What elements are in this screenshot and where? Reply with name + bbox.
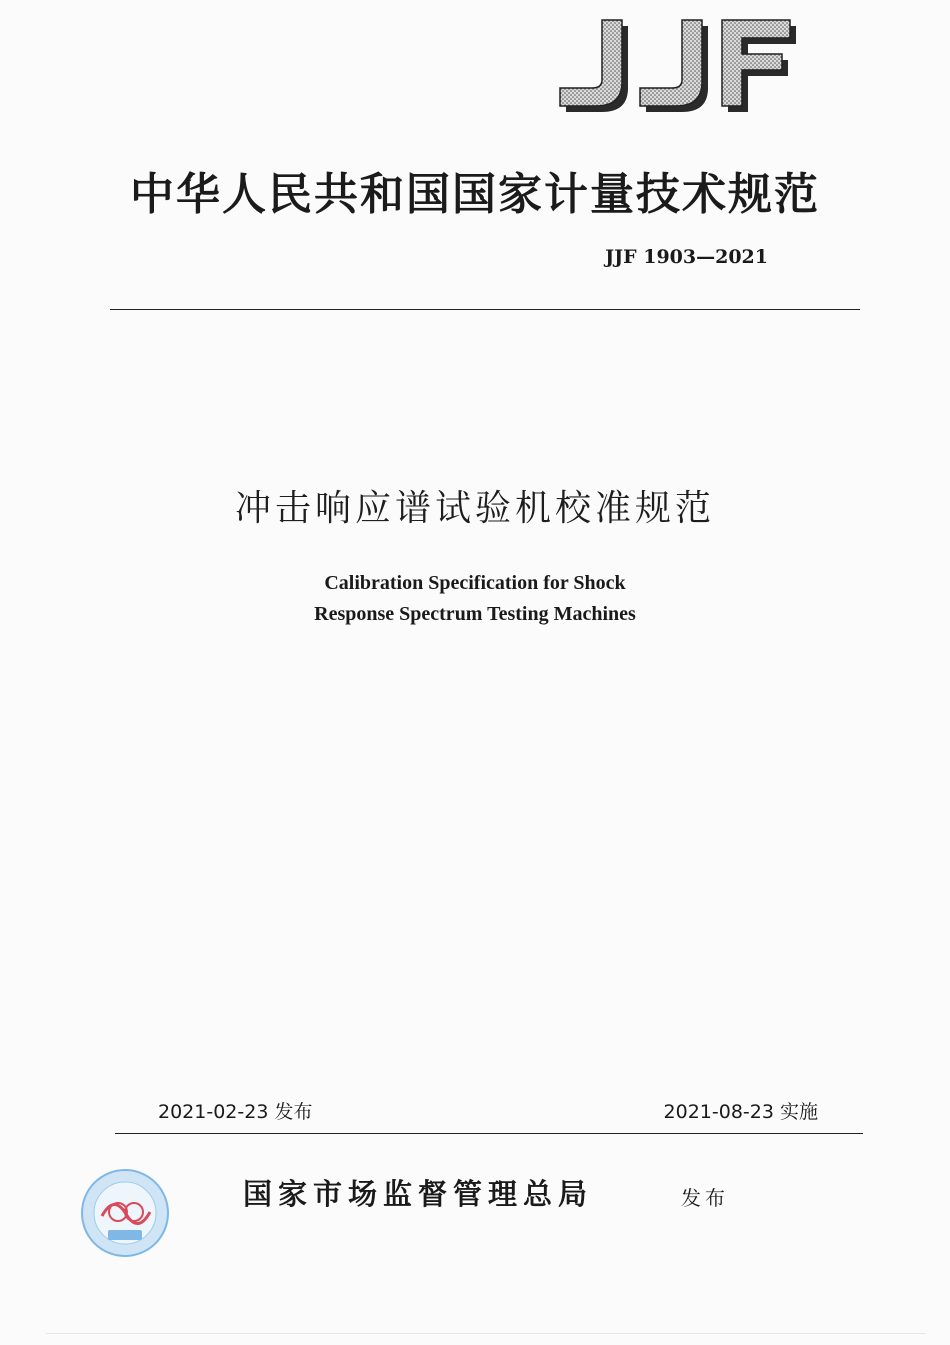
- document-title-en: [0, 568, 950, 630]
- publisher-action: 发布: [681, 1186, 729, 1210]
- authorization-seal: [80, 1168, 170, 1258]
- header-divider: [110, 309, 860, 310]
- jjf-logo-graphic: [558, 18, 803, 118]
- seal-graphic: [80, 1168, 170, 1258]
- document-title-zh: 冲击响应谱试验机校准规范: [234, 488, 715, 529]
- footer-divider: [115, 1133, 863, 1134]
- standard-number: JJF 1903—2021: [605, 246, 768, 268]
- country-title: 中华人民共和国国家计量技术规范: [130, 169, 820, 220]
- page-edge-line: [46, 1333, 926, 1334]
- document-title-en-line2: Response Spectrum Testing Machines: [314, 603, 636, 625]
- document-title-en-line1: Calibration Specification for Shock: [324, 572, 626, 594]
- publisher-name: 国家市场监督管理总局: [243, 1177, 594, 1211]
- jjf-logo: [558, 18, 803, 118]
- issue-date: 2021-02-23 发布: [158, 1101, 313, 1123]
- implement-date: 2021-08-23 实施: [663, 1101, 818, 1123]
